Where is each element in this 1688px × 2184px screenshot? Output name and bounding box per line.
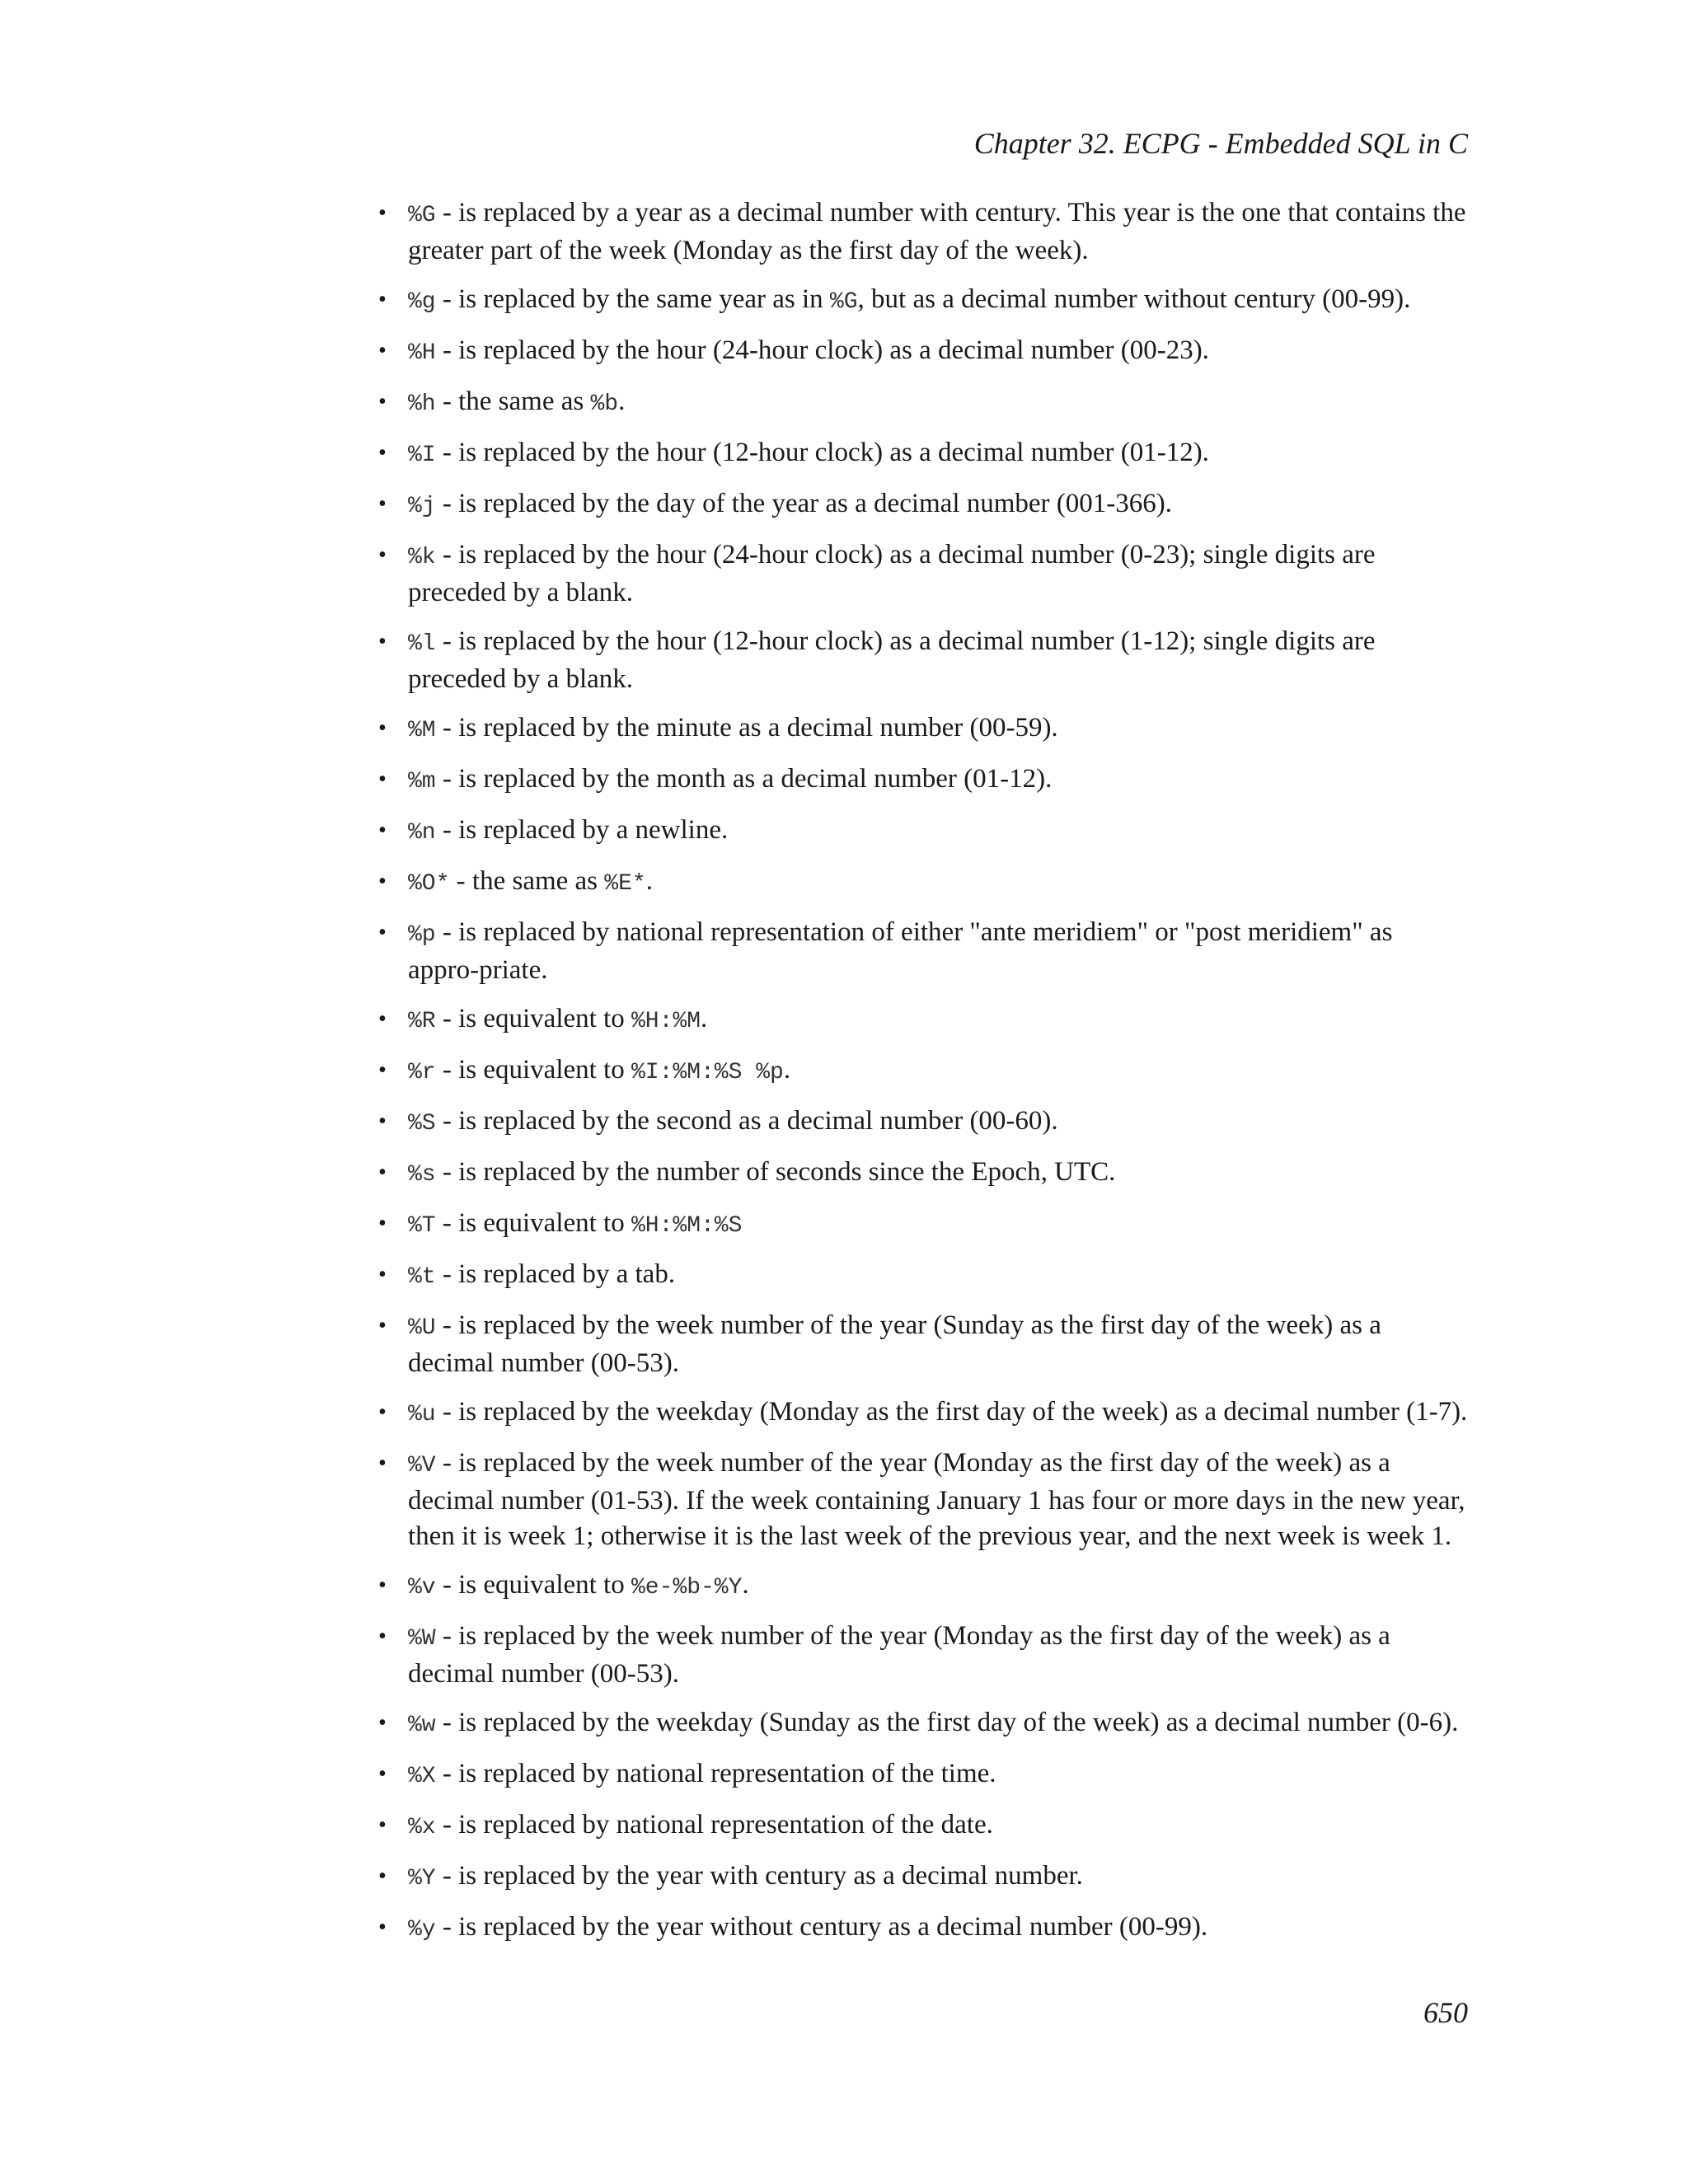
format-code: %T	[408, 1213, 436, 1239]
format-code-reference: %E*	[604, 871, 646, 897]
description-text: - is replaced by national representation of the date.	[435, 1810, 993, 1840]
format-code: %p	[408, 922, 436, 948]
chapter-header: Chapter 32. ECPG - Embedded SQL in C	[973, 127, 1468, 160]
format-code: %O*	[408, 871, 450, 897]
description-text: - is replaced by the month as a decimal number (01-12).	[435, 764, 1053, 794]
description-text: - is equivalent to	[435, 1055, 631, 1085]
list-item	[378, 864, 1470, 902]
format-code: %t	[408, 1264, 436, 1290]
description-text: - is replaced by a year as a decimal number with century. This year is the one that contains the greater part of the week (Monday as the first day of the week).	[408, 198, 1466, 265]
list-item	[378, 1619, 1470, 1692]
list-item	[378, 1568, 1470, 1605]
bullet-icon: •	[378, 920, 387, 945]
description-text-tail: .	[742, 1570, 749, 1600]
format-code: %r	[408, 1060, 436, 1085]
format-code-reference: %H:%M:%S	[631, 1213, 743, 1239]
list-item	[378, 762, 1470, 799]
format-code: %Y	[408, 1866, 436, 1891]
description-text: - is equivalent to	[435, 1208, 631, 1238]
description-text-tail: .	[645, 866, 653, 896]
format-code: %x	[408, 1815, 436, 1840]
bullet-icon: •	[378, 1915, 387, 1940]
format-code: %j	[408, 494, 436, 519]
list-item	[378, 1394, 1470, 1432]
list-item	[378, 1446, 1470, 1554]
list-item	[378, 195, 1470, 269]
description-text: - is replaced by the hour (24-hour clock) as a decimal number (00-23).	[435, 335, 1209, 365]
description-text-tail: .	[618, 387, 626, 416]
description-text: - is replaced by the year with century as a decimal number.	[435, 1861, 1083, 1891]
bullet-icon: •	[378, 1108, 387, 1134]
format-code: %n	[408, 820, 436, 846]
list-item	[378, 1807, 1470, 1845]
format-code: %R	[408, 1009, 436, 1034]
description-text: - is replaced by national representation of either "ante meridiem" or "post meridiem" as appro-priate.	[408, 917, 1393, 985]
bullet-icon: •	[378, 1451, 387, 1476]
list-item	[378, 282, 1470, 320]
list-item	[378, 1155, 1470, 1193]
list-item	[378, 1705, 1470, 1743]
list-item	[378, 1001, 1470, 1039]
bullet-icon: •	[378, 869, 387, 894]
bullet-icon: •	[378, 1572, 387, 1598]
format-code: %W	[408, 1626, 436, 1652]
format-code: %M	[408, 718, 436, 743]
description-text: - is equivalent to	[435, 1570, 631, 1600]
format-code: %l	[408, 631, 436, 657]
format-code: %s	[408, 1162, 436, 1188]
bullet-icon: •	[378, 1399, 387, 1425]
description-text-tail: , but as a decimal number without century (00-99).	[857, 284, 1411, 314]
list-item	[378, 435, 1470, 473]
description-text: - the same as	[435, 387, 591, 416]
description-text: - is replaced by the week number of the year (Monday as the first day of the week) as a decimal number (01-53). If the week containing January 1 has four or more days in the new year, then it is week 1; otherwise it is the last week of the previous year, and the next week is week 1.	[408, 1448, 1465, 1551]
bullet-icon: •	[378, 1863, 387, 1889]
bullet-icon: •	[378, 1710, 387, 1736]
description-text-tail: .	[783, 1055, 791, 1085]
bullet-icon: •	[378, 1262, 387, 1287]
format-code-reference: %b	[590, 391, 619, 417]
list-item	[378, 486, 1470, 524]
bullet-icon: •	[378, 491, 387, 517]
bullet-icon: •	[378, 1761, 387, 1787]
bullet-icon: •	[378, 287, 387, 312]
description-text: - is replaced by national representation of the time.	[435, 1759, 996, 1788]
format-code-reference: %e-%b-%Y	[631, 1575, 743, 1601]
bullet-icon: •	[378, 338, 387, 363]
format-code: %w	[408, 1713, 436, 1738]
description-text: - is replaced by a tab.	[435, 1259, 676, 1289]
description-text: - is replaced by the year without century as a decimal number (00-99).	[435, 1912, 1208, 1942]
format-code: %H	[408, 340, 436, 366]
format-code: %h	[408, 391, 436, 417]
format-code: %m	[408, 769, 436, 794]
format-code-reference: %I:%M:%S %p	[631, 1060, 784, 1085]
format-code: %X	[408, 1764, 436, 1789]
format-specifier-list	[378, 195, 1470, 1961]
bullet-icon: •	[378, 1160, 387, 1185]
format-code-reference: %H:%M	[631, 1009, 701, 1034]
format-code: %v	[408, 1575, 436, 1601]
list-item	[378, 384, 1470, 422]
bullet-icon: •	[378, 1812, 387, 1838]
description-text: - is replaced by the minute as a decimal number (00-59).	[435, 713, 1058, 743]
bullet-icon: •	[378, 440, 387, 466]
bullet-icon: •	[378, 200, 387, 226]
description-text: - is replaced by the weekday (Sunday as the first day of the week) as a decimal number (0-6).	[435, 1708, 1459, 1737]
list-item	[378, 333, 1470, 371]
bullet-icon: •	[378, 1057, 387, 1083]
list-item	[378, 1206, 1470, 1244]
bullet-icon: •	[378, 1211, 387, 1236]
list-item	[378, 624, 1470, 697]
format-code: %V	[408, 1453, 436, 1479]
list-item	[378, 1756, 1470, 1794]
format-code: %u	[408, 1402, 436, 1427]
description-text: - is equivalent to	[435, 1004, 631, 1033]
description-text: - the same as	[449, 866, 605, 896]
list-item	[378, 1257, 1470, 1295]
list-item	[378, 1910, 1470, 1947]
description-text: - is replaced by a newline.	[435, 815, 729, 845]
description-text: - is replaced by the day of the year as a decimal number (001-366).	[435, 489, 1173, 518]
description-text: - is replaced by the week number of the year (Sunday as the first day of the week) as a decimal number (00-53).	[408, 1310, 1381, 1378]
list-item	[378, 537, 1470, 611]
list-item	[378, 1858, 1470, 1896]
bullet-icon: •	[378, 542, 387, 568]
page-number: 650	[1423, 1996, 1468, 2029]
format-code: %U	[408, 1315, 436, 1341]
format-code: %k	[408, 545, 436, 570]
description-text: - is replaced by the second as a decimal number (00-60).	[435, 1106, 1058, 1136]
format-code: %G	[408, 203, 436, 228]
bullet-icon: •	[378, 1313, 387, 1338]
list-item	[378, 710, 1470, 748]
description-text: - is replaced by the hour (24-hour clock) as a decimal number (0-23); single digits are preceded by a blank.	[408, 540, 1376, 607]
list-item	[378, 915, 1470, 988]
format-code: %S	[408, 1111, 436, 1137]
description-text: - is replaced by the same year as in	[435, 284, 830, 314]
list-item	[378, 813, 1470, 851]
format-code: %y	[408, 1917, 436, 1943]
bullet-icon: •	[378, 818, 387, 843]
description-text: - is replaced by the hour (12-hour clock) as a decimal number (1-12); single digits are preceded by a blank.	[408, 626, 1376, 694]
description-text-tail: .	[701, 1004, 708, 1033]
bullet-icon: •	[378, 766, 387, 792]
format-code: %g	[408, 289, 436, 315]
list-item	[378, 1308, 1470, 1381]
format-code: %I	[408, 443, 436, 468]
bullet-icon: •	[378, 1624, 387, 1649]
bullet-icon: •	[378, 389, 387, 415]
list-item	[378, 1052, 1470, 1090]
description-text: - is replaced by the weekday (Monday as the first day of the week) as a decimal number (1-7).	[435, 1397, 1468, 1427]
bullet-icon: •	[378, 715, 387, 741]
description-text: - is replaced by the hour (12-hour clock) as a decimal number (01-12).	[435, 438, 1209, 467]
description-text: - is replaced by the number of seconds since the Epoch, UTC.	[435, 1157, 1116, 1187]
bullet-icon: •	[378, 629, 387, 654]
description-text: - is replaced by the week number of the year (Monday as the first day of the week) as a decimal number (00-53).	[408, 1621, 1390, 1689]
list-item	[378, 1104, 1470, 1141]
format-code-reference: %G	[829, 289, 858, 315]
bullet-icon: •	[378, 1006, 387, 1032]
